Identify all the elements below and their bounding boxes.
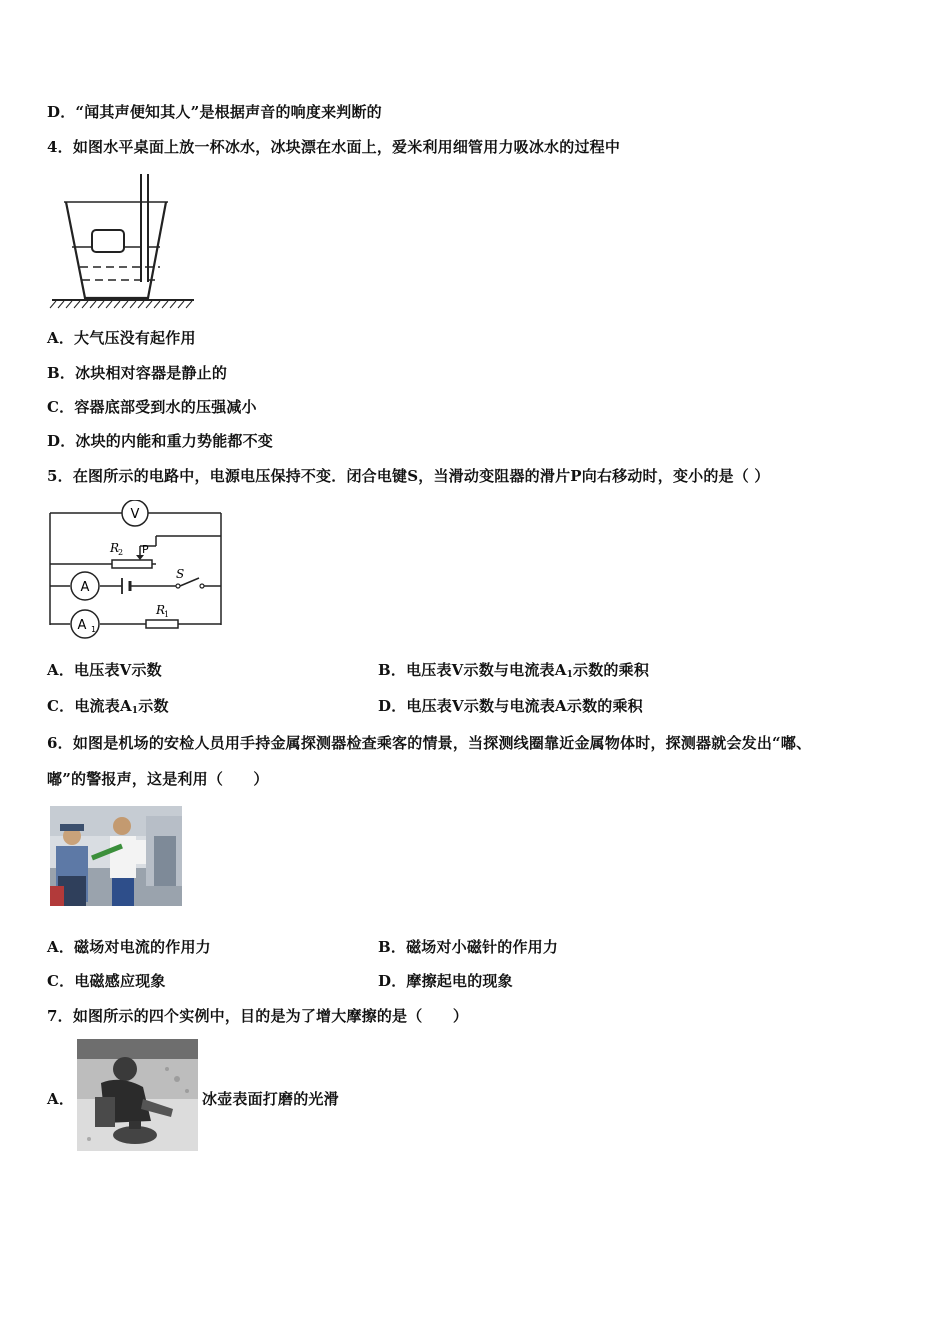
slider-p-label: P xyxy=(142,543,149,556)
q4-stem: 4．如图水平桌面上放一杯冰水，冰块漂在水面上，爱米利用细管用力吸冰水的过程中 xyxy=(47,138,621,156)
q6-option-c: C．电磁感应现象 xyxy=(47,972,166,990)
q4-option-b: B．冰块相对容器是静止的 xyxy=(47,364,228,382)
q4-option-a: A．大气压没有起作用 xyxy=(47,329,196,347)
ammeter-label: A xyxy=(80,580,90,595)
r1-label: R xyxy=(156,603,166,617)
q6-stem-line1: 6．如图是机场的安检人员用手持金属探测器检查乘客的情景，当探测线圈靠近金属物体时，探测器就会发出“嘟、 xyxy=(47,734,812,752)
r2-label: R xyxy=(110,541,120,555)
q4-option-d: D．冰块的内能和重力势能都不变 xyxy=(47,432,274,450)
ice-water-cup-figure xyxy=(48,170,198,310)
switch-s-label: S xyxy=(176,567,185,581)
q5-option-d: D．电压表V示数与电流表A示数的乘积 xyxy=(378,697,643,715)
ammeter1-label: A xyxy=(77,618,87,633)
q7-option-a-label: A． xyxy=(47,1090,75,1108)
ammeter1-subscript: 1 xyxy=(91,625,97,634)
q6-stem-line2: 嘟”的警报声，这是利用（ ） xyxy=(47,770,269,788)
q4-option-c: C．容器底部受到水的压强减小 xyxy=(47,398,257,416)
r2-subscript: 2 xyxy=(118,548,124,557)
q6-option-a: A．磁场对电流的作用力 xyxy=(47,938,211,956)
r1-subscript: 1 xyxy=(164,610,170,619)
q3-option-d: D．“闻其声便知其人”是根据声音的响度来判断的 xyxy=(47,103,382,121)
security-check-photo xyxy=(50,806,182,906)
q6-option-d: D．摩擦起电的现象 xyxy=(378,972,513,990)
q5-option-c: C．电流表$A_1$示数 xyxy=(47,697,169,716)
q5-option-a: A．电压表V示数 xyxy=(47,661,162,679)
q5-stem: 5．在图所示的电路中，电源电压保持不变．闭合电键S，当滑动变阻器的滑片P向右移动时，变小的是（ ） xyxy=(47,467,770,485)
q7-option-a-text: 冰壶表面打磨的光滑 xyxy=(202,1090,339,1108)
curling-photo xyxy=(77,1039,198,1151)
q6-option-b: B．磁场对小磁针的作用力 xyxy=(378,938,559,956)
circuit-diagram xyxy=(44,500,229,640)
q7-stem: 7．如图所示的四个实例中，目的是为了增大摩擦的是（ ） xyxy=(47,1007,469,1025)
voltmeter-label: V xyxy=(130,507,140,522)
q5-option-b: B．电压表V示数与电流表$A_1$示数的乘积 xyxy=(378,661,650,680)
